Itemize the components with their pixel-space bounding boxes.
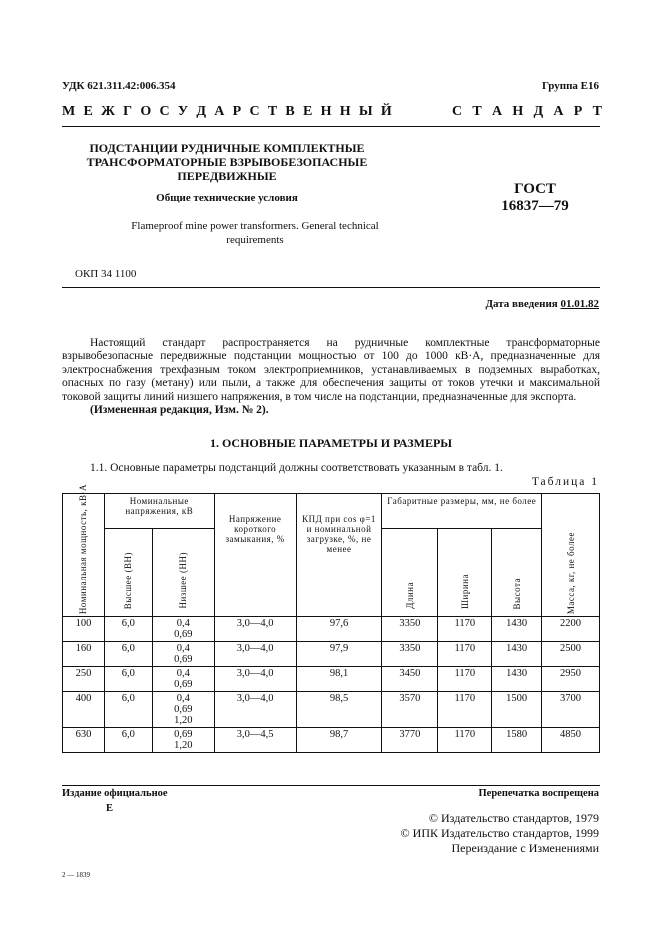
cell-efficiency: 98,5: [296, 692, 382, 728]
cell-efficiency: 97,9: [296, 642, 382, 667]
copyright-block: [401, 811, 599, 856]
okp-code: ОКП 34 1100: [75, 268, 137, 280]
header-width: Ширина: [438, 529, 492, 617]
cell-low-voltage: [152, 692, 214, 728]
cell-high-voltage: 6,0: [104, 617, 152, 642]
table-row: [63, 692, 600, 728]
banner-left-letter: Н: [339, 104, 351, 119]
intro-date-label: Дата введения: [485, 298, 558, 310]
banner-left-letter: Т: [267, 104, 278, 119]
cell-length: 3450: [382, 667, 438, 692]
header-high: Высшее (ВН): [104, 529, 152, 617]
banner-left-letter: О: [140, 104, 152, 119]
cell-mass: 4850: [542, 728, 600, 753]
udk-code: УДК 621.311.42:006.354: [62, 80, 176, 92]
official-edition-mark: Е: [106, 803, 114, 814]
banner-right-letter: С: [452, 104, 463, 119]
parameters-table: [62, 483, 600, 753]
banner-right: [452, 104, 602, 120]
low-voltage-value: 0,69: [174, 704, 193, 715]
low-voltage-value: 0,4: [176, 618, 190, 629]
low-voltage-value: 0,69: [174, 679, 193, 690]
low-voltage-value: 1,20: [174, 740, 193, 751]
banner-left-letter: Ы: [358, 104, 373, 119]
table-row: [63, 642, 600, 667]
cell-high-voltage: 6,0: [104, 728, 152, 753]
banner-right-letter: Д: [533, 104, 544, 119]
cell-width: 1170: [438, 728, 492, 753]
banner-right-letter: А: [553, 104, 564, 119]
low-voltage-value: 0,4: [176, 693, 190, 704]
banner-left-letter: Р: [232, 104, 242, 119]
header-height: Высота: [492, 529, 542, 617]
banner-right-letter: Т: [472, 104, 482, 119]
document-subtitle: Общие технические условия: [156, 192, 298, 204]
cell-high-voltage: 6,0: [104, 692, 152, 728]
header-low: Низшее (НН): [152, 529, 214, 617]
cell-low-voltage: [152, 642, 214, 667]
cell-short-circuit: 3,0—4,0: [214, 642, 296, 667]
cell-height: 1430: [492, 642, 542, 667]
cell-width: 1170: [438, 667, 492, 692]
cell-width: 1170: [438, 642, 492, 667]
cell-mass: 2500: [542, 642, 600, 667]
reissue-note: Переиздание с Изменениями: [451, 841, 599, 855]
low-voltage-value: 0,69: [174, 654, 193, 665]
cell-width: 1170: [438, 692, 492, 728]
table-row: [63, 617, 600, 642]
scope-text: Настоящий стандарт распространяется на рудничные комплектные трансформаторные взрывобезопасные передвижные подстанции мощностью от 100 до 1000 кВ·А, предназначенные для электроснабжения трехфазным током электроприемников, устанавливаемых в подземных выработках, опасных по газу (метану) или пыли, а также для обеспечения защиты от токов утечки и максимальной токовой защиты линий низшего напряжения, в том числе на подстанции, предназначенные для экспорта.: [62, 337, 600, 403]
banner-left-letter: Д: [196, 104, 207, 119]
banner-left-letter: В: [285, 104, 295, 119]
banner-left-letter: Е: [83, 104, 93, 119]
banner-right-letter: А: [491, 104, 503, 119]
title-line-2: ТРАНСФОРМАТОРНЫЕ ВЗРЫВОБЕЗОПАСНЫЕ: [86, 155, 368, 169]
cell-high-voltage: 6,0: [104, 667, 152, 692]
cell-length: 3570: [382, 692, 438, 728]
cell-short-circuit: 3,0—4,5: [214, 728, 296, 753]
header-efficiency: КПД при cos φ=1 и номинальной загрузке, %, не менее: [296, 494, 382, 617]
cell-power: 160: [63, 642, 105, 667]
amendment-note: (Измененная редакция, Изм. № 2).: [90, 404, 269, 417]
reprint-notice: Перепечатка воспрещена: [478, 788, 599, 799]
cell-low-voltage: [152, 617, 214, 642]
cell-short-circuit: 3,0—4,0: [214, 667, 296, 692]
header-power: Номинальная мощность, кВ·А: [63, 494, 105, 617]
english-title-line-2: requirements: [226, 234, 284, 246]
gost-number: [470, 181, 600, 215]
cell-efficiency: 98,7: [296, 728, 382, 753]
clause-text: 1.1. Основные параметры подстанций должны соответствовать указанным в табл. 1.: [90, 462, 503, 474]
cell-height: 1430: [492, 617, 542, 642]
cell-power: 400: [63, 692, 105, 728]
banner-left-letter: С: [249, 104, 260, 119]
banner-left-letter: Г: [123, 104, 133, 119]
english-title-line-1: Flameproof mine power transformers. General technical: [131, 220, 379, 232]
banner-left-letter: Й: [380, 104, 392, 119]
cell-mass: 3700: [542, 692, 600, 728]
title-line-1: ПОДСТАНЦИИ РУДНИЧНЫЕ КОМПЛЕКТНЫЕ: [89, 141, 365, 155]
cell-height: 1500: [492, 692, 542, 728]
title-line-3: ПЕРЕДВИЖНЫЕ: [177, 169, 277, 183]
table-row: [63, 728, 600, 753]
banner-left-letter: Ж: [101, 104, 115, 119]
intro-paragraph: [62, 337, 600, 417]
cell-length: 3770: [382, 728, 438, 753]
cell-low-voltage: [152, 667, 214, 692]
banner-left: [62, 104, 392, 120]
table-body: [63, 617, 600, 753]
intro-date-value: 01.01.82: [560, 298, 599, 310]
cell-length: 3350: [382, 617, 438, 642]
header-rule: [62, 126, 600, 127]
standard-banner: [62, 104, 602, 120]
banner-left-letter: Н: [320, 104, 332, 119]
section-title: 1. ОСНОВНЫЕ ПАРАМЕТРЫ И РАЗМЕРЫ: [209, 436, 453, 450]
banner-left-letter: С: [159, 104, 170, 119]
low-voltage-value: 0,69: [174, 629, 193, 640]
cell-mass: 2200: [542, 617, 600, 642]
table-row: [63, 667, 600, 692]
gost-label: ГОСТ: [514, 181, 556, 197]
header-short-circuit: Напряжение короткого замыкания, %: [214, 494, 296, 617]
cell-power: 100: [63, 617, 105, 642]
banner-left-letter: У: [177, 104, 189, 119]
cell-height: 1430: [492, 667, 542, 692]
cell-mass: 2950: [542, 667, 600, 692]
banner-left-letter: Е: [303, 104, 313, 119]
gost-code: 16837—79: [501, 198, 569, 214]
banner-right-letter: Т: [592, 104, 602, 119]
cell-low-voltage: [152, 728, 214, 753]
header-length: Длина: [382, 529, 438, 617]
low-voltage-value: 0,4: [176, 668, 190, 679]
banner-left-letter: А: [214, 104, 225, 119]
cell-length: 3350: [382, 642, 438, 667]
cell-efficiency: 97,6: [296, 617, 382, 642]
low-voltage-value: 0,4: [176, 643, 190, 654]
cell-short-circuit: 3,0—4,0: [214, 692, 296, 728]
english-title: [100, 219, 410, 247]
cell-height: 1580: [492, 728, 542, 753]
banner-right-letter: Р: [573, 104, 583, 119]
banner-left-letter: М: [62, 104, 76, 119]
official-edition: Издание официальное: [62, 788, 168, 799]
page-code: 2 — 1839: [62, 871, 90, 879]
footer-rule: [62, 785, 600, 786]
intro-date: [485, 298, 599, 310]
cell-power: 250: [63, 667, 105, 692]
okp-rule: [62, 287, 600, 288]
cell-efficiency: 98,1: [296, 667, 382, 692]
group-code: Группа Е16: [541, 80, 599, 92]
cell-short-circuit: 3,0—4,0: [214, 617, 296, 642]
header-mass: Масса, кг, не более: [542, 494, 600, 617]
header-voltages: Номинальные напряжения, кВ: [104, 494, 214, 529]
copyright-1999: © ИПК Издательство стандартов, 1999: [400, 826, 599, 840]
cell-high-voltage: 6,0: [104, 642, 152, 667]
copyright-1979: © Издательство стандартов, 1979: [428, 811, 599, 825]
banner-right-letter: Н: [512, 104, 524, 119]
cell-width: 1170: [438, 617, 492, 642]
cell-power: 630: [63, 728, 105, 753]
document-title: [62, 141, 392, 183]
header-dimensions: Габаритные размеры, мм, не более: [382, 494, 542, 529]
low-voltage-value: 1,20: [174, 715, 193, 726]
low-voltage-value: 0,69: [174, 729, 193, 740]
table-caption: Таблица 1: [531, 476, 599, 488]
